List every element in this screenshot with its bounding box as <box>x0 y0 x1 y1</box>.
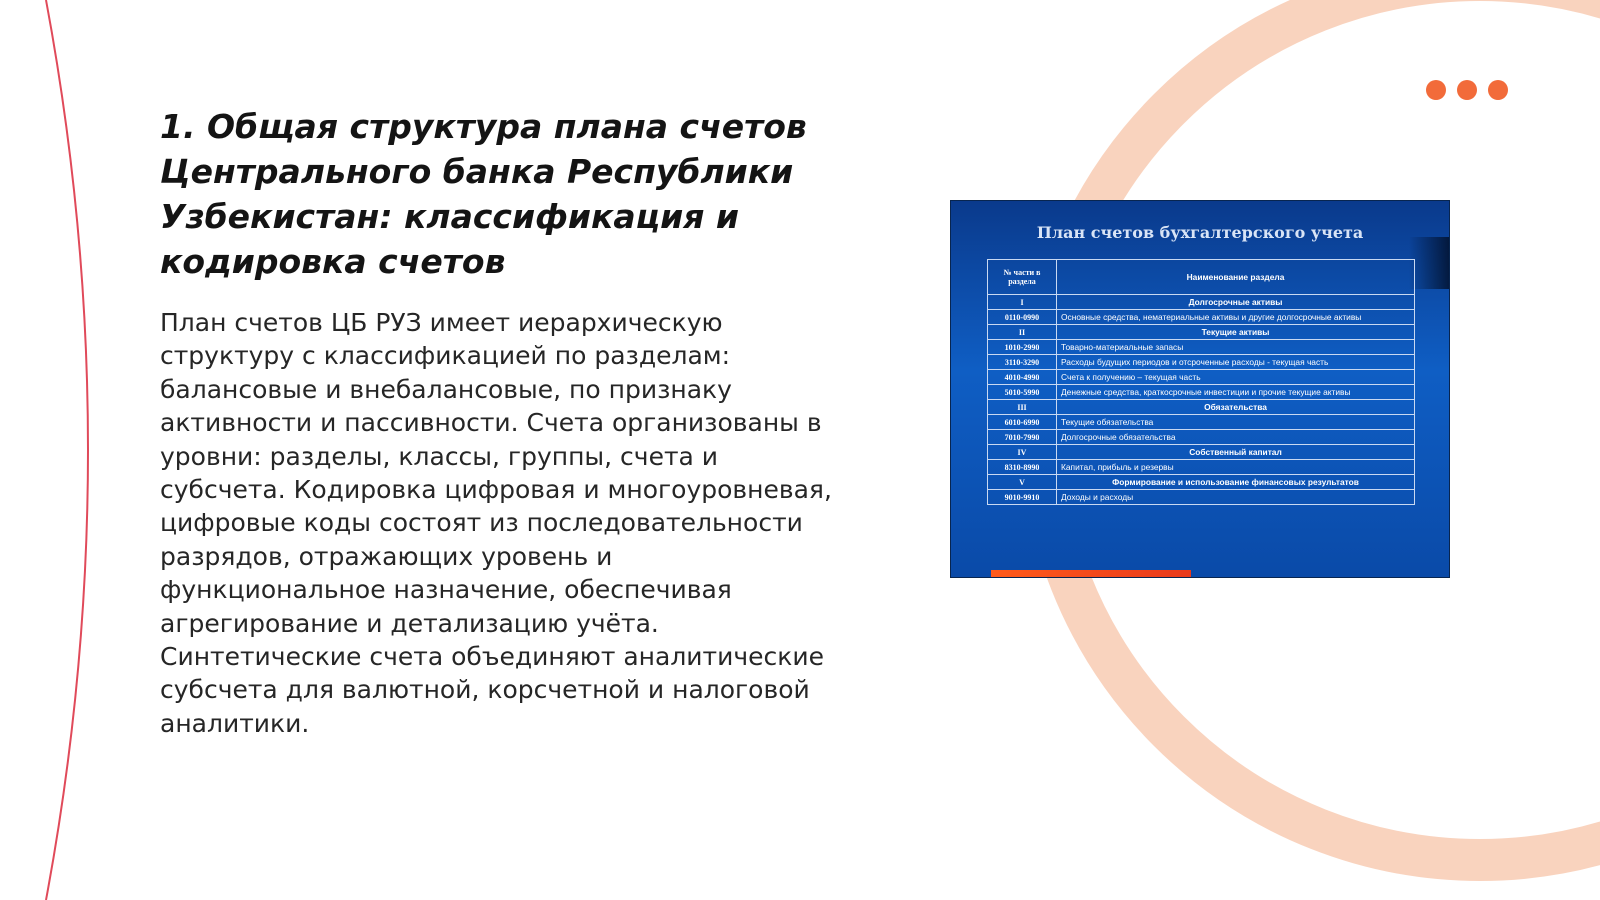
row-name: Основные средства, нематериальные активы и другие долгосрочные активы <box>1057 310 1415 325</box>
slide-shade <box>1409 237 1449 289</box>
table-row <box>988 340 1415 355</box>
table-row <box>988 490 1415 505</box>
table-row <box>988 385 1415 400</box>
row-name: Текущие обязательства <box>1057 415 1415 430</box>
dot <box>1457 80 1477 100</box>
row-name: Капитал, прибыль и резервы <box>1057 460 1415 475</box>
table-section-row <box>988 445 1415 460</box>
row-code: 4010-4990 <box>988 370 1057 385</box>
menu-dots-icon <box>1426 80 1508 100</box>
table-section-row <box>988 475 1415 490</box>
table-body <box>988 295 1415 505</box>
table-section-row <box>988 400 1415 415</box>
table-row <box>988 355 1415 370</box>
row-code: I <box>988 295 1057 310</box>
table-section-row <box>988 295 1415 310</box>
table-row <box>988 370 1415 385</box>
row-name: Формирование и использование финансовых результатов <box>1057 475 1415 490</box>
row-code: III <box>988 400 1057 415</box>
table-row <box>988 310 1415 325</box>
row-name: Расходы будущих периодов и отсроченные расходы - текущая часть <box>1057 355 1415 370</box>
left-red-arc <box>46 0 88 900</box>
row-name: Долгосрочные активы <box>1057 295 1415 310</box>
table-row <box>988 430 1415 445</box>
table-section-row <box>988 325 1415 340</box>
dot <box>1488 80 1508 100</box>
row-code: 1010-2990 <box>988 340 1057 355</box>
row-code: II <box>988 325 1057 340</box>
header-section-name: Наименование раздела <box>1057 260 1415 295</box>
row-name: Обязательства <box>1057 400 1415 415</box>
row-code: 0110-0990 <box>988 310 1057 325</box>
embedded-slide-title: План счетов бухгалтерского учета <box>1036 223 1364 242</box>
row-code: 9010-9910 <box>988 490 1057 505</box>
row-name: Денежные средства, краткосрочные инвестиции и прочие текущие активы <box>1057 385 1415 400</box>
row-code: IV <box>988 445 1057 460</box>
row-code: 8310-8990 <box>988 460 1057 475</box>
embedded-slide-image <box>950 200 1450 578</box>
row-name: Текущие активы <box>1057 325 1415 340</box>
dot <box>1426 80 1446 100</box>
row-code: 3110-3290 <box>988 355 1057 370</box>
table-header-row <box>988 260 1415 295</box>
row-name: Собственный капитал <box>1057 445 1415 460</box>
row-code: 5010-5990 <box>988 385 1057 400</box>
table-row <box>988 460 1415 475</box>
row-name: Доходы и расходы <box>1057 490 1415 505</box>
row-name: Долгосрочные обязательства <box>1057 430 1415 445</box>
row-code: 7010-7990 <box>988 430 1057 445</box>
slide-paragraph: План счетов ЦБ РУЗ имеет иерархическую структуру с классификацией по разделам: балансовые и внебалансовые, по признаку активности и пассивности. Счета организованы в уровни: разделы, классы, группы, счета и субсчета. Кодировка цифровая и многоуровневая, цифровые коды состоят из последовательности разрядов, отражающих уровень и функциональное назначение, обеспечивая агрегирование и детализацию учёта. Синтетические счета объединяют аналитические субсчета для валютной, корсчетной и налоговой аналитики. <box>160 308 832 738</box>
row-name: Счета к получению – текущая часть <box>1057 370 1415 385</box>
table-row <box>988 415 1415 430</box>
row-code: V <box>988 475 1057 490</box>
header-section-number: № части в раздела <box>988 260 1057 295</box>
row-name: Товарно-материальные запасы <box>1057 340 1415 355</box>
accounts-plan-table <box>987 259 1415 505</box>
slide-heading: 1. Общая структура плана счетов Центрального банка Республики Узбекистан: классификация и кодировка счетов <box>160 107 807 281</box>
slide-accent-bar <box>991 570 1191 577</box>
row-code: 6010-6990 <box>988 415 1057 430</box>
